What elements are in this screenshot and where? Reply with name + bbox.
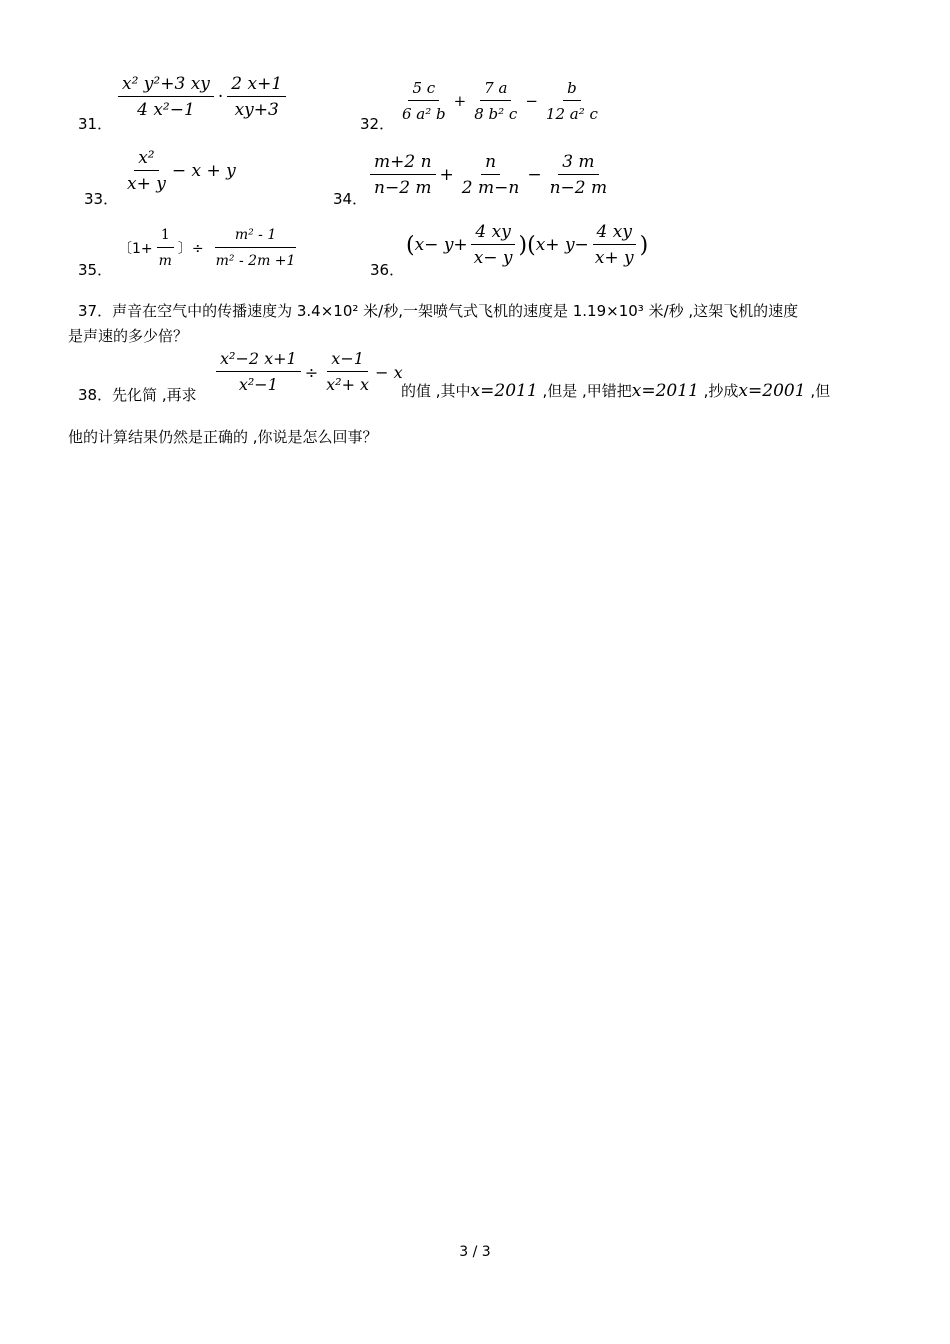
fraction [216,349,301,395]
problem-35-label: 35． [78,261,113,279]
value: x=2011 [470,381,538,401]
problem-31-expression [116,74,288,120]
fraction [370,152,436,198]
denominator: m [158,253,172,269]
operator: ÷ [304,362,319,382]
fraction [398,78,450,124]
problem-32-label: 32． [360,115,395,133]
numerator: x²−2 x+1 [216,349,301,372]
fraction [591,222,638,268]
problem-38-label: 38．先化简 ,再求 [78,386,197,404]
problem-33-expression [121,148,236,194]
text: ,但是 ,甲错把 [542,382,632,400]
denominator: 2 m−n [461,178,520,198]
denominator: n−2 m [549,178,608,198]
denominator: x²−1 [238,375,278,394]
operator: + [453,92,467,110]
fraction [458,152,524,198]
numerator: 2 x+1 [227,74,286,97]
denominator: xy+3 [234,100,279,120]
problem-36-expression [406,222,648,268]
denominator: 4 x²−1 [137,100,195,120]
problem-38-line1-rest [401,380,830,401]
value: x=2001 [738,381,806,401]
problem-33-label: 33． [84,190,119,208]
numerator: 4 xy [593,222,636,245]
paren-close: ) [639,232,649,258]
expression-tail: − x [375,362,403,382]
value: x=2011 [631,381,699,401]
expression-tail: − x + y [171,161,236,181]
operator: · [217,87,224,107]
problem-36-label: 36． [370,261,405,279]
problem-38-expression [214,349,403,395]
denominator: 12 a² c [545,105,598,123]
text: ,抄成 [703,382,739,400]
denominator: n−2 m [374,178,432,198]
numerator: 1 [157,225,174,248]
fraction [322,349,373,395]
denominator: x²+ x [326,375,370,394]
fraction [227,74,286,120]
fraction [542,78,602,124]
numerator: 5 c [408,78,439,101]
problem-35-expression [118,225,301,271]
numerator: n [481,152,500,175]
fraction [470,78,521,124]
numerator: 3 m [558,152,598,175]
problem-34-expression [368,152,613,198]
numerator: 4 xy [471,222,514,245]
numerator: 7 a [480,78,511,101]
numerator: x² y²+3 xy [118,74,214,97]
numerator: m+2 n [370,152,436,175]
problem-32-expression [396,78,604,124]
fraction [123,148,170,194]
problem-38-line2: 他的计算结果仍然是正确的 ,你说是怎么回事？ [68,428,378,446]
numerator: m² - 1 [215,225,296,248]
bracket-close-divide: 〕÷ [177,241,204,257]
fraction [118,74,214,120]
text: 的值 ,其中 [401,382,471,400]
problem-37-line2: 是声速的多少倍？ [68,327,189,345]
paren-open: ( [527,232,536,258]
fraction [155,225,176,271]
operator: + [439,165,454,185]
paren-open: ( [406,232,415,258]
bracket-open: 〔1+ [118,241,153,257]
operator: − [525,92,538,110]
numerator: x² [134,148,158,171]
page-number: 3 / 3 [459,1244,491,1260]
problem-31-label: 31． [78,115,113,133]
denominator: x− y [473,248,513,268]
numerator: b [563,78,581,101]
term: x− y+ [414,235,468,255]
fraction [212,225,300,271]
problem-34-label: 34． [333,190,368,208]
paren-close: ) [518,232,528,258]
term: x+ y− [535,235,589,255]
fraction [470,222,517,268]
denominator: x+ y [127,174,166,194]
denominator: 8 b² c [474,105,518,123]
numerator: x−1 [327,349,368,372]
fraction [546,152,612,198]
denominator: 6 a² b [402,105,446,123]
denominator: m² - 2m +1 [215,253,296,269]
problem-37-line1: 37．声音在空气中的传播速度为 3.4×10² 米/秒,一架喷气式飞机的速度是 1.19×10³ 米/秒 ,这架飞机的速度 [78,302,799,320]
denominator: x+ y [594,248,634,268]
operator: − [527,165,542,185]
text: ,但 [810,382,831,400]
